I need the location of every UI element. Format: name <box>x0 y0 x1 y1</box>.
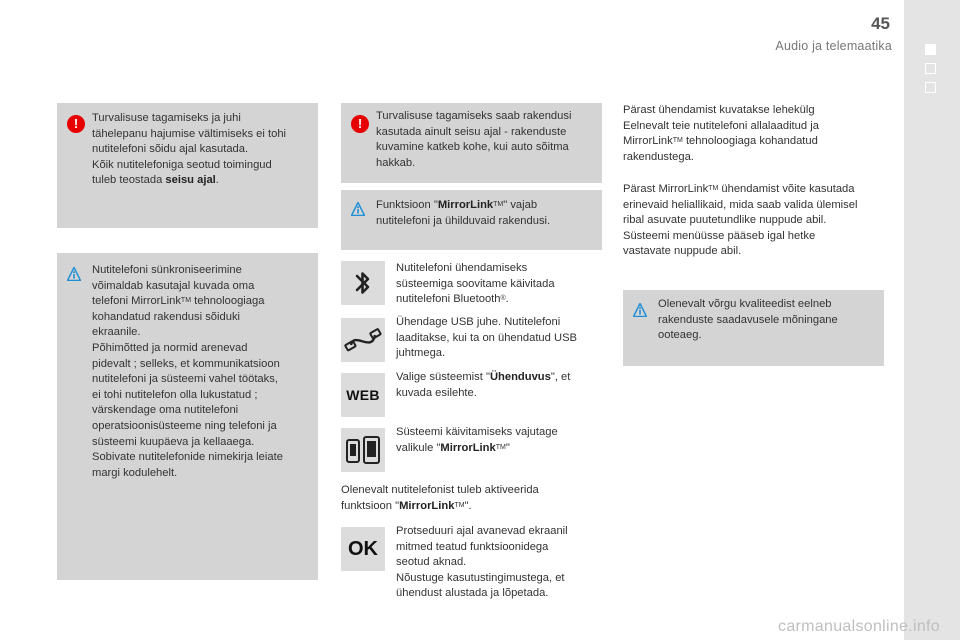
text-line: Olenevalt nutitelefonist tuleb aktiveerida <box>341 484 539 496</box>
text-line: nutitelefoni sõidu ajal kasutada. <box>92 143 249 156</box>
text-line: operatsioonisüsteeme ning telefoni ja <box>92 419 277 432</box>
info-box-function <box>341 190 602 250</box>
text-line: laaditakse, kui ta on ühendatud USB <box>396 331 577 344</box>
text-line: Pärast ühendamist kuvatakse lehekülg <box>623 104 815 116</box>
step-icon-mirrorlink <box>341 428 385 472</box>
info-box-network <box>623 290 884 366</box>
step-text-mirrorlink <box>396 425 558 456</box>
text-line: vastavate nuppude abil. <box>623 245 742 258</box>
text-line: telefoni MirrorLink™ tehnoloogiaga <box>92 295 265 308</box>
text-line: ei tohi nutitelefon olla lukustatud ; <box>92 388 258 401</box>
text-line: hakkab. <box>376 156 416 169</box>
text-line: ühendust alustada ja lõpetada. <box>396 587 549 600</box>
info-box-sync <box>57 253 318 580</box>
text-line: margi kodulehelt. <box>92 466 178 479</box>
step-icon-web <box>341 373 385 417</box>
text-line: Nutitelefoni ühendamiseks <box>396 262 528 274</box>
ok-button-label: OK <box>348 537 378 560</box>
right-paragraph-1 <box>623 103 819 165</box>
info-icon <box>67 267 81 281</box>
text-line: Nutitelefoni sünkroniseerimine <box>92 264 242 276</box>
text-line: tähelepanu hajumise vältimiseks ei tohi <box>92 127 287 140</box>
step-text-web <box>396 370 570 401</box>
text-line: seotud aknad. <box>396 556 467 569</box>
text-line: Eelnevalt teie nutitelefoni allalaaditud ja <box>623 119 819 132</box>
text-line: nutitelefoni ja süsteemi vahel töötaks, <box>92 373 278 386</box>
text-line: kuvamine katkeb kohe, kui auto sõitma <box>376 141 569 154</box>
text-line: Kõik nutitelefoniga seotud toimingud <box>92 158 272 171</box>
text-line: nutitelefoni ja ühilduvaid rakendusi. <box>376 214 551 227</box>
info-icon <box>351 202 365 216</box>
mirrorlink-icon <box>345 434 381 466</box>
right-paragraph-2 <box>623 182 857 260</box>
warning-icon: ! <box>67 115 85 133</box>
text-line: kasutada ainult seisu ajal - rakenduste <box>376 125 567 138</box>
step-text-ok <box>396 524 568 602</box>
usb-cable-icon <box>344 325 382 355</box>
warning-box-safety <box>57 103 318 228</box>
text-line: ooteaeg. <box>658 329 702 342</box>
text-line: Funktsioon "MirrorLink™" vajab <box>376 199 538 211</box>
text-line: võimaldab kasutajal kuvada oma <box>92 279 255 292</box>
text-line: funktsioon "MirrorLink™". <box>341 499 472 512</box>
text-line: süsteemi kuupäeva ja kellaaega. <box>92 435 255 448</box>
text-line: Olenevalt võrgu kvaliteedist eelneb <box>658 298 832 310</box>
step-text-usb <box>396 315 577 362</box>
info-icon <box>633 303 647 317</box>
text-line: Ühendage USB juhe. Nutitelefoni <box>396 316 561 328</box>
text-line: pidevalt ; selleks, et kommunikatsioon <box>92 357 280 370</box>
text-line: kohandatud rakendusi sõiduki <box>92 310 241 323</box>
bluetooth-icon <box>353 269 373 297</box>
text-line: juhtmega. <box>396 347 446 360</box>
section-title: Audio ja telemaatika <box>775 39 892 53</box>
text-line: valikule "MirrorLink™" <box>396 441 510 454</box>
text-line: kuvada esilehte. <box>396 386 477 399</box>
chapter-tab-strip <box>904 0 960 640</box>
text-line: ribal asuvate puutetundlike nuppude abil. <box>623 214 827 227</box>
step-icon-bluetooth <box>341 261 385 305</box>
text-line: Turvalisuse tagamiseks saab rakendusi <box>376 110 572 122</box>
text-line: nutitelefoni Bluetooth®. <box>396 293 509 306</box>
step-icon-ok <box>341 527 385 571</box>
tab-marker-outline <box>925 82 936 93</box>
text-line: ekraanile. <box>92 326 141 339</box>
text-line: erinevaid heliallikaid, mida saab valida ülemisel <box>623 198 858 211</box>
text-line: rakenduste saadavusele mõningane <box>658 313 838 326</box>
web-button-label: WEB <box>346 387 380 403</box>
step-icon-usb <box>341 318 385 362</box>
text-line: Põhimõtted ja normid arenevad <box>92 341 248 354</box>
text-line: Sobivate nutitelefonide nimekirja leiate <box>92 451 283 464</box>
tab-marker-outline <box>925 63 936 74</box>
text-line: MirrorLink™ tehnoloogiaga kohandatud <box>623 135 818 148</box>
text-line: Protseduuri ajal avanevad ekraanil <box>396 525 568 537</box>
text-line: Turvalisuse tagamiseks ja juhi <box>92 112 241 124</box>
text-line: Süsteemi käivitamiseks vajutage <box>396 426 558 438</box>
text-line: Süsteemi menüüsse pääseb igal hetke <box>623 229 816 242</box>
warning-icon: ! <box>351 115 369 133</box>
text-line: tuleb teostada seisu ajal. <box>92 174 219 187</box>
watermark: carmanualsonline.info <box>778 618 940 635</box>
text-line: süsteemiga soovitame käivitada <box>396 277 555 290</box>
tab-marker-filled <box>925 44 936 55</box>
text-line: Valige süsteemist "Ühenduvus", et <box>396 371 571 383</box>
page-number: 45 <box>871 14 890 33</box>
warning-box-driving <box>341 103 602 183</box>
text-line: Nõustuge kasutustingimustega, et <box>396 571 565 584</box>
text-line: rakendustega. <box>623 150 694 163</box>
step-text-bluetooth <box>396 261 555 308</box>
text-line: Pärast MirrorLink™ ühendamist võite kasutada <box>623 183 855 195</box>
text-line: värskendage oma nutitelefoni <box>92 404 239 417</box>
activate-note <box>341 483 539 514</box>
text-line: mitmed teatud funktsioonidega <box>396 540 549 553</box>
